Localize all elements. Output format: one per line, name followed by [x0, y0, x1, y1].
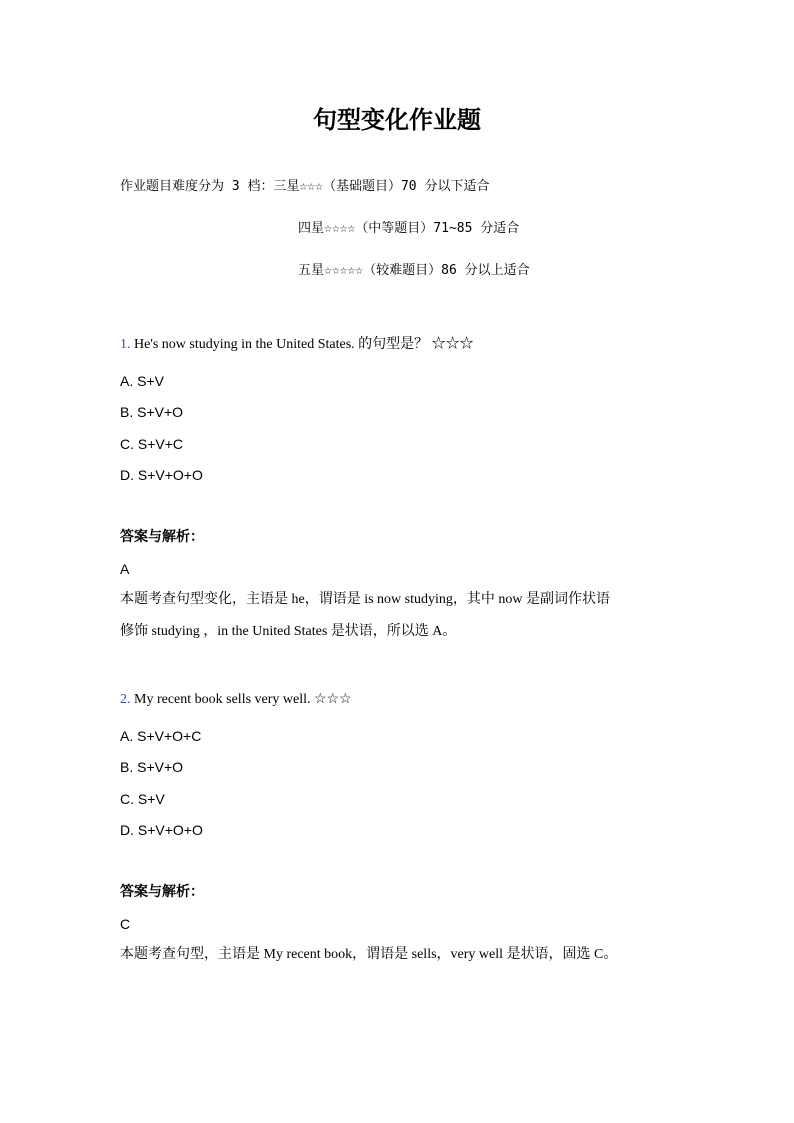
question-2-option-b: B. S+V+O [120, 759, 184, 775]
question-1-option-d: D. S+V+O+O [120, 467, 203, 483]
explanation-1-line-2: 修饰 studying ，in the United States 是状语，所以选 A。 [120, 624, 457, 639]
answer-1: A [120, 561, 130, 577]
explanation-2-line-1: 本题考查句型，主语是 My recent book，谓语是 sells，very well 是状语，固选 C。 [120, 947, 618, 962]
question-2 [120, 690, 352, 710]
question-text: My recent book sells very well. ☆☆☆ [134, 692, 352, 707]
difficulty-intro-line-1: 作业题目难度分为 3 档：三星☆☆☆（基础题目）70 分以下适合 [120, 179, 490, 194]
question-1-option-c: C. S+V+C [120, 436, 184, 452]
question-2-option-d: D. S+V+O+O [120, 822, 203, 838]
question-text: He's now studying in the United States. 的句型是？ ☆☆☆ [134, 337, 474, 352]
difficulty-intro-line-3: 五星☆☆☆☆☆（较难题目）86 分以上适合 [298, 263, 530, 278]
difficulty-intro-line-2: 四星☆☆☆☆（中等题目）71~85 分适合 [298, 221, 520, 236]
page-title: 句型变化作业题 [313, 106, 481, 134]
answer-heading-2: 答案与解析： [120, 884, 204, 900]
question-1-option-b: B. S+V+O [120, 404, 184, 420]
question-number: 2. [120, 692, 131, 707]
answer-heading-1: 答案与解析： [120, 529, 204, 545]
question-2-option-c: C. S+V [120, 791, 165, 807]
question-2-option-a: A. S+V+O+C [120, 728, 202, 744]
question-1 [120, 335, 474, 355]
explanation-1-line-1: 本题考查句型变化，主语是 he，谓语是 is now studying，其中 now 是副词作状语 [120, 592, 610, 607]
answer-2: C [120, 916, 131, 932]
question-1-option-a: A. S+V [120, 373, 164, 389]
question-number: 1. [120, 337, 131, 352]
